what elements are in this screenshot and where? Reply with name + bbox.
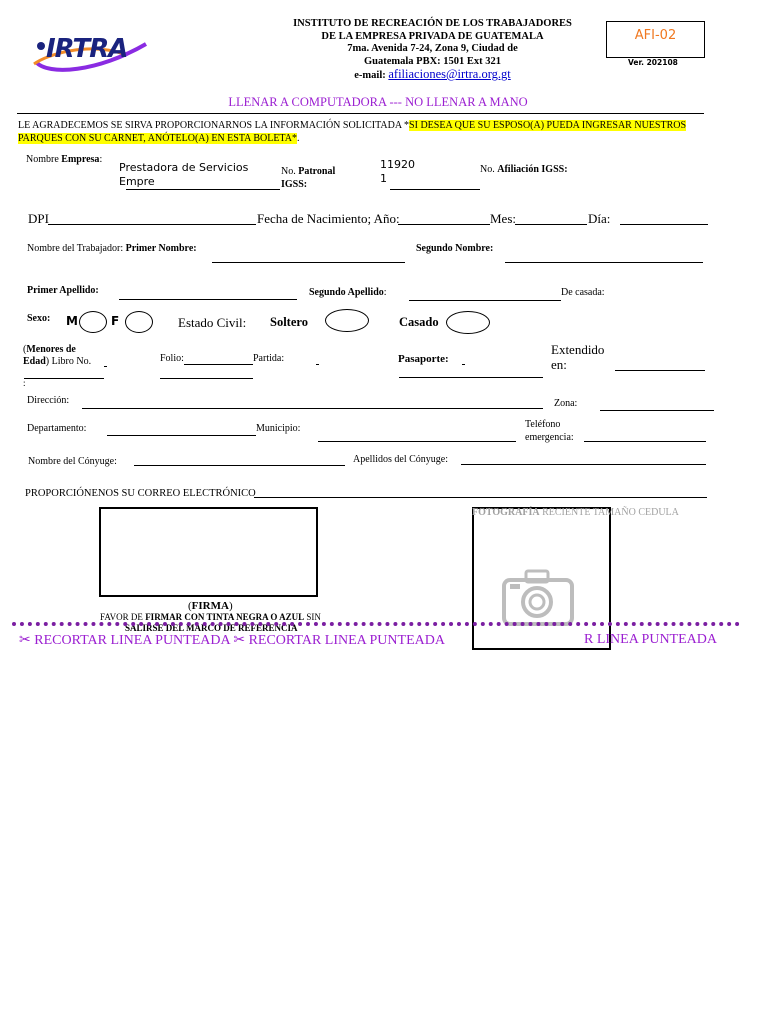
patronal-label xyxy=(281,165,335,191)
trabajador-label-part: Nombre del Trabajador: xyxy=(27,243,126,254)
afiliacion-label xyxy=(480,164,568,175)
libro-colon-note: : xyxy=(23,378,26,388)
firma-label: FIRMA xyxy=(191,600,229,612)
dpi-label: DPI xyxy=(28,211,49,226)
patronal-label-igss: IGSS: xyxy=(281,179,308,190)
libro-tick xyxy=(104,366,107,367)
empresa-underline xyxy=(126,189,280,190)
mes-field[interactable] xyxy=(515,224,587,225)
signature-box[interactable] xyxy=(99,507,318,597)
segundo-apellido-colon: : xyxy=(383,287,387,298)
empresa-label xyxy=(26,154,102,165)
dpi-field[interactable] xyxy=(48,224,256,225)
primer-apellido-field[interactable] xyxy=(119,299,297,300)
version-label: Ver. 202108 xyxy=(628,58,678,67)
partida-label: Partida: xyxy=(253,353,285,364)
departamento-field[interactable] xyxy=(107,435,256,436)
form-code-box xyxy=(606,21,705,58)
empresa-label-colon: : xyxy=(99,154,103,165)
email-link[interactable]: afiliaciones@irtra.org.gt xyxy=(388,67,511,81)
sexo-m-label: M xyxy=(66,314,78,328)
institution-line-3: 7ma. Avenida 7-24, Zona 9, Ciudad de xyxy=(347,43,518,54)
pasaporte-field[interactable] xyxy=(399,377,543,378)
extendido-field[interactable] xyxy=(615,370,705,371)
cut-text-1: RECORTAR LINEA PUNTEADA xyxy=(34,633,230,648)
municipio-field[interactable] xyxy=(318,441,516,442)
photo-caption xyxy=(472,507,712,518)
firma-open: ( xyxy=(188,600,192,612)
libro-field[interactable] xyxy=(24,378,104,379)
apellidos-conyuge-label: Apellidos del Cónyuge: xyxy=(353,454,448,465)
dia-label: Día: xyxy=(588,211,611,226)
telefono-label-a: Teléfono xyxy=(525,419,561,430)
empresa-value-field[interactable]: Prestadora de Servicios Empre xyxy=(119,161,249,188)
anio-field[interactable] xyxy=(398,224,490,225)
direccion-field[interactable] xyxy=(82,408,543,409)
casado-option[interactable] xyxy=(446,311,490,334)
zona-field[interactable] xyxy=(600,410,714,411)
patronal-underline xyxy=(390,189,480,190)
fill-instruction-banner: LLENAR A COMPUTADORA --- NO LLENAR A MANO xyxy=(228,95,528,109)
camera-icon xyxy=(502,568,574,626)
departamento-label: Departamento: xyxy=(27,423,87,434)
instr-b: FIRMAR CON TINTA NEGRA O AZUL xyxy=(145,612,305,622)
estado-civil-label: Estado Civil: xyxy=(178,315,247,330)
correo-field[interactable] xyxy=(254,497,707,498)
sexo-f-option[interactable] xyxy=(125,311,153,333)
telefono-label-b: emergencia: xyxy=(525,431,574,443)
zona-label: Zona: xyxy=(554,398,578,409)
direccion-label: Dirección: xyxy=(27,395,70,406)
extendido-label-b: en: xyxy=(551,357,567,372)
cut-text-2: RECORTAR LINEA PUNTEADA xyxy=(248,633,445,648)
patronal-label-part: No. xyxy=(281,166,299,177)
segundo-apellido-label xyxy=(309,287,387,298)
libro-label: Libro No. xyxy=(51,356,92,367)
extendido-label xyxy=(551,342,604,372)
casada-underline xyxy=(499,300,561,301)
instr-d: SALIRSE DEL MARCO DE REFERENCIA xyxy=(125,623,298,633)
empresa-label-bold: Empresa xyxy=(61,154,100,165)
pasaporte-tick xyxy=(462,364,465,365)
cut-text-3: R LINEA PUNTEADA xyxy=(584,632,717,647)
soltero-option[interactable] xyxy=(325,309,369,332)
segundo-nombre-field[interactable] xyxy=(505,262,703,263)
scissors-icon-2: ✂ xyxy=(233,633,246,648)
menores-label: (Menores de Edad) Libro No. xyxy=(23,344,92,367)
mes-label: Mes: xyxy=(490,211,516,226)
conyuge-label: Nombre del Cónyuge: xyxy=(28,456,117,467)
institution-block xyxy=(270,18,595,83)
institution-line-1: INSTITUTO DE RECREACIÓN DE LOS TRABAJADORES xyxy=(293,18,572,29)
firma-close: ) xyxy=(228,600,233,612)
sexo-f-label: F xyxy=(111,314,120,328)
casada-label: De casada: xyxy=(561,287,605,298)
folio-field-top[interactable] xyxy=(184,364,253,365)
email-line xyxy=(270,68,595,83)
sexo-label: Sexo: xyxy=(27,313,51,324)
empresa-label-part: Nombre xyxy=(26,154,62,165)
notice-plain: LE AGRADECEMOS SE SIRVA PROPORCIONARNOS LA INFORMACIÓN SOLICITADA * xyxy=(18,120,410,131)
notice-end: . xyxy=(296,133,300,144)
segundo-apellido-field[interactable] xyxy=(409,300,499,301)
email-label: e-mail: xyxy=(354,70,386,81)
afiliacion-label-part: No. xyxy=(480,164,498,175)
pasaporte-label: Pasaporte: xyxy=(398,353,449,365)
menores-label-a: Menores de xyxy=(26,344,76,355)
dotted-cut-line xyxy=(12,622,740,626)
institution-line-2: DE LA EMPRESA PRIVADA DE GUATEMALA xyxy=(321,30,544,42)
apellidos-conyuge-field[interactable] xyxy=(461,464,706,465)
instr-c: SIN xyxy=(304,612,321,622)
patronal-label-bold: Patronal xyxy=(298,166,336,177)
dia-field[interactable] xyxy=(620,224,708,225)
folio-field-bottom xyxy=(160,378,253,379)
photo-caption-b: RECIENTE TAMAÑO CEDULA xyxy=(539,507,679,518)
primer-nombre-field[interactable] xyxy=(212,262,405,263)
menores-label-b: Edad xyxy=(23,356,46,367)
conyuge-field[interactable] xyxy=(134,465,345,466)
firma-caption xyxy=(188,600,233,612)
partida-field[interactable] xyxy=(316,364,319,365)
segundo-nombre-label: Segundo Nombre: xyxy=(416,243,494,254)
afiliacion-label-bold: Afiliación IGSS: xyxy=(497,164,568,175)
telefono-label xyxy=(525,419,574,444)
primer-apellido-label: Primer Apellido: xyxy=(27,285,99,296)
extendido-label-a: Extendido xyxy=(551,342,605,357)
municipio-label: Municipio: xyxy=(256,423,301,434)
trabajador-label xyxy=(27,243,197,254)
sexo-m-option[interactable] xyxy=(79,311,107,333)
notice-text xyxy=(18,119,708,145)
folio-label: Folio: xyxy=(160,353,184,364)
correo-label: PROPORCIÓNENOS SU CORREO ELECTRÓNICO xyxy=(25,488,256,499)
notice-highlight-a: SI DESEA QUE SU ESPOSO(A) PUEDA INGRESAR NUESTROS xyxy=(409,120,687,131)
segundo-apellido-label-bold: Segundo Apellido xyxy=(309,287,384,298)
notice-highlight-b: PARQUES CON SU CARNET, ANÓTELO(A) EN ESTA BOLETA* xyxy=(18,133,297,144)
banner-rule xyxy=(17,113,704,114)
logo-text: IRTRA xyxy=(46,34,128,64)
instr-a: FAVOR DE xyxy=(100,612,146,622)
soltero-label: Soltero xyxy=(270,315,308,329)
primer-nombre-label: Primer Nombre: xyxy=(125,243,197,254)
photo-caption-a: FOTOGRAFÍA xyxy=(472,507,540,518)
institution-line-4: Guatemala PBX: 1501 Ext 321 xyxy=(363,55,502,67)
scissors-icon: ✂ xyxy=(19,633,31,648)
casado-label: Casado xyxy=(399,315,439,329)
fecha-label: Fecha de Nacimiento; Año: xyxy=(257,211,400,226)
telefono-field[interactable] xyxy=(584,441,706,442)
irtra-logo xyxy=(28,24,152,80)
form-code: AFI-02 xyxy=(634,28,677,43)
patronal-value-field[interactable]: 119201 xyxy=(380,158,415,185)
